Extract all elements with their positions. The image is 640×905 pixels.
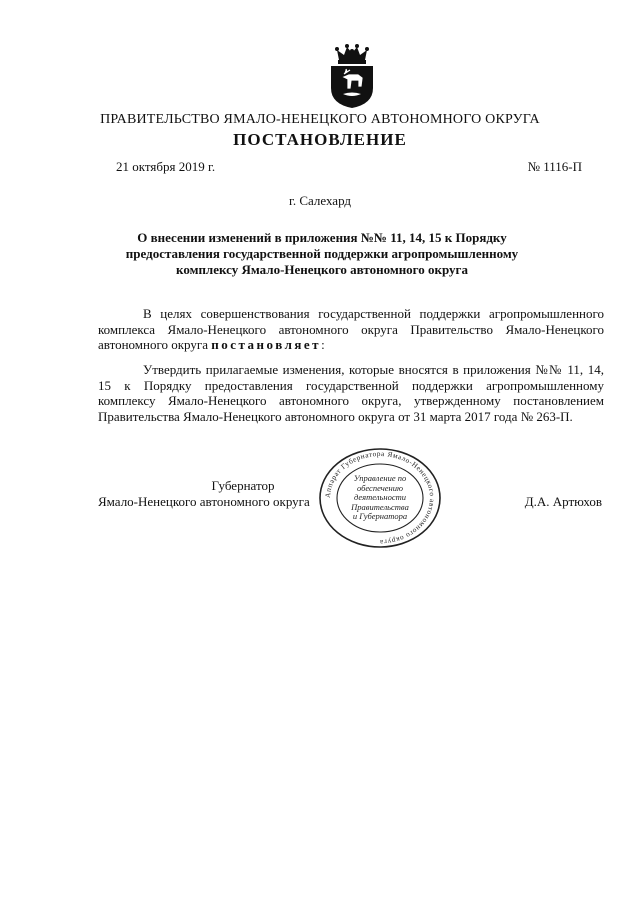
- document-number: № 1116-П: [527, 159, 582, 174]
- body-paragraph-decision: Утвердить прилагаемые изменения, которые вносятся в приложения №№ 11, 14, 15 к Порядку предоставления государственной поддержки агропромышленному комплексу Ямало-Ненецкого автономного округа, утвержденному постановлением Правительства Ямало-Ненецкого автономного округа от 31 марта 2017 года № 263-П.: [98, 362, 604, 424]
- document-city: г. Салехард: [288, 193, 352, 208]
- stamp-line: Управление по: [353, 473, 407, 483]
- coat-of-arms-icon: [325, 42, 379, 110]
- stamp-line: обеспечению: [356, 482, 404, 493]
- stamp-line: Правительства: [351, 501, 409, 512]
- stamp-inner-text: [346, 474, 414, 522]
- decision-keyword: постановляет: [211, 337, 322, 352]
- preamble-text: В целях совершенствования государственной поддержки агропромышленного комплекса Ямало-Ненецкого автономного округа Правительство Ямало-Ненецкого автономного округа: [98, 306, 604, 352]
- preamble-punctuation: :: [321, 337, 325, 352]
- document-subject: О внесении изменений в приложения №№ 11, 14, 15 к Порядку предоставления государственной поддержки агропромышленному комплексу Ямало-Ненецкого автономного округа: [125, 230, 519, 277]
- stamp-line: и Губернатора: [352, 511, 408, 521]
- document-date: 21 октября 2019 г.: [116, 159, 216, 174]
- signer-title: Губернатор: [211, 478, 275, 493]
- document-type: ПОСТАНОВЛЕНИЕ: [233, 130, 407, 149]
- signer-name: Д.А. Артюхов: [524, 494, 602, 509]
- stamp-ring-text: Аппарат Губернатора Ямало-Ненецкого автономного округа: [323, 449, 437, 547]
- government-name: ПРАВИТЕЛЬСТВО ЯМАЛО-НЕНЕЦКОГО АВТОНОМНОГО ОКРУГА: [100, 112, 540, 127]
- body-paragraph-preamble: [98, 306, 604, 353]
- stamp-line: деятельности: [353, 492, 407, 502]
- signer-organization: Ямало-Ненецкого автономного округа: [98, 494, 310, 509]
